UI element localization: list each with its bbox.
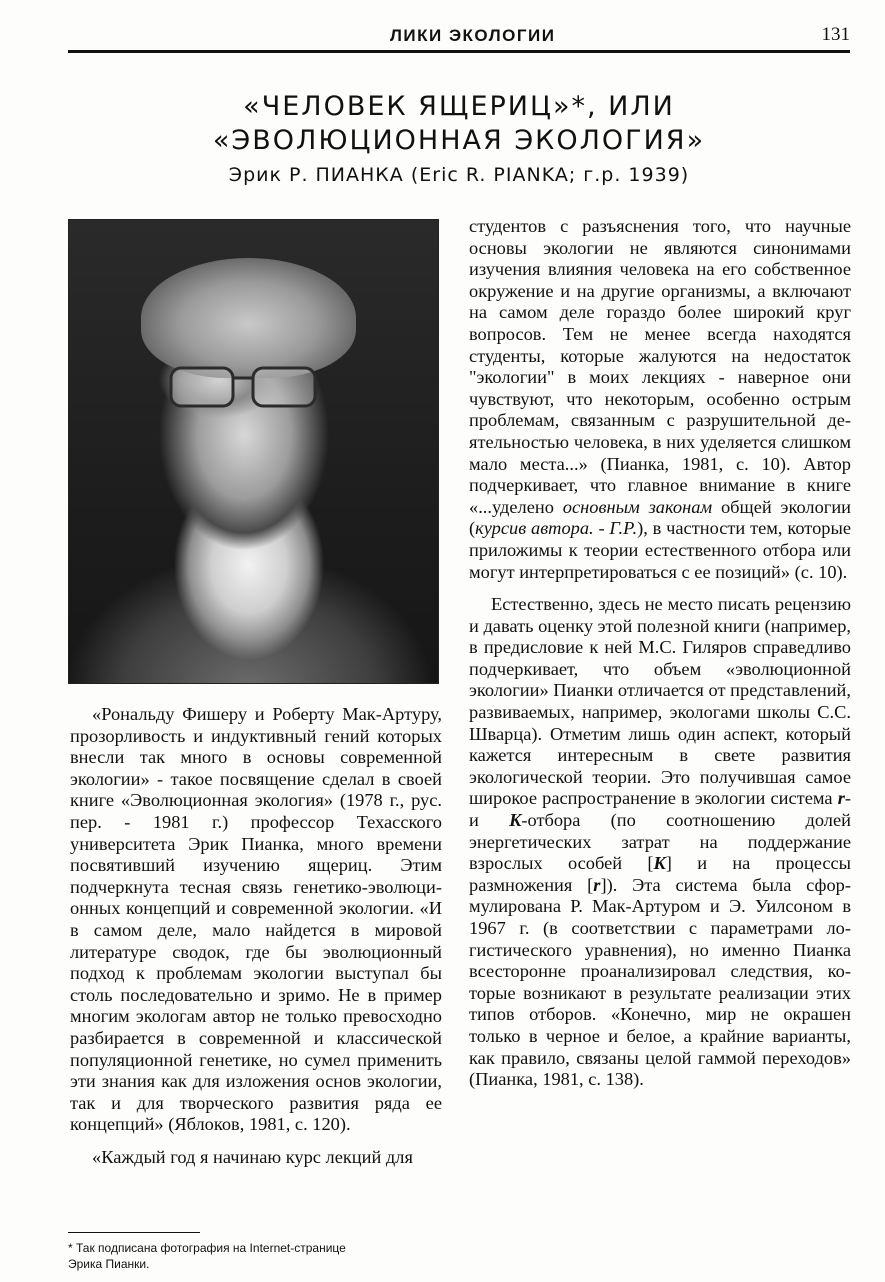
right-paragraph-1-text-c: ), в частности тем, которые приложимы к теории естественного отбора или могут интерпретироваться с ее позиций» (с. 10). bbox=[469, 518, 851, 582]
k-selection-letter: K bbox=[509, 810, 522, 831]
k-parameter-letter: K bbox=[653, 853, 666, 874]
page-number: 131 bbox=[821, 24, 850, 45]
right-paragraph-2-text-c: -отбора (по соотношению долей энергетических затрат на поддержание взрослых особей [ bbox=[469, 810, 851, 874]
running-head bbox=[68, 26, 850, 50]
left-paragraph-2: «Каждый год я начинаю курс лекций для bbox=[92, 1146, 413, 1167]
right-paragraph-2-text-d: ] и на процессы размножения [ bbox=[469, 853, 851, 895]
right-paragraph-2 bbox=[469, 594, 851, 1091]
r-selection-letter: r bbox=[837, 788, 845, 809]
r-parameter-letter: r bbox=[593, 874, 601, 895]
article-title-line-1: «ЧЕЛОВЕК ЯЩЕРИЦ»*, ИЛИ bbox=[243, 91, 675, 122]
right-column bbox=[469, 216, 851, 1091]
footnote-line-2: Эрика Пианки. bbox=[68, 1257, 150, 1271]
right-paragraph-1-text-b: общей экологии ( bbox=[469, 496, 851, 539]
footnote bbox=[68, 1240, 468, 1272]
article-title-block bbox=[68, 90, 850, 186]
author-line: Эрик Р. ПИАНКА (Eric R. PIANKA; г.р. 1939) bbox=[228, 164, 690, 186]
section-title: ЛИКИ ЭКОЛОГИИ bbox=[390, 26, 556, 45]
footnote-rule bbox=[68, 1232, 200, 1233]
right-paragraph-2-text-e: ]). Эта система была сформулирована Р. Мак-Артуром и Э. Уилсоном в 1967 г. (в соответствии с параметрами логистического уравнения), но именно Пианка всесторонне проанализировал следствия, которые возникают в результате реализации этих типов отборов. «Конечно, мир не окрашен только в черное и белое, а крайние варианты, как правило, связаны целой гаммой переходов» (Пианка, 1981, с. 138). bbox=[469, 874, 851, 1090]
article-title-line-2: «ЭВОЛЮЦИОННАЯ ЭКОЛОГИЯ» bbox=[212, 125, 706, 156]
right-paragraph-1-text-a: студентов с разъяснения того, что научные основы экологии не являются синонимами изучения влияния человека на его собственное окружение и на другие организмы, а включают на самом деле гораздо более широкий круг вопросов. Тем не менее всегда находятся студенты, которые жалуются на недостаток "экологии" в моих лекциях - наверное они чувствуют, что некоторым, особенно острым проблемам, связанным с разрушительной деятельностью человека, в них уделяется слишком мало места...» (Пианка, 1981, с. 10). Автор подчеркивает, что главное внимание в книге «...уделено bbox=[469, 216, 851, 517]
portrait-glasses bbox=[167, 362, 319, 412]
right-paragraph-2-text-a: Естественно, здесь не место писать рецензию и давать оценку этой полезной книги (например, в предисловие к ней М.С. Гиляров справедливо подчеркивает, что объем «эволюционной экологии» Пианки отличается от представлений, развиваемых, например, экологами школы С.С. Шварца). Отметим лишь один аспект, который кажется интересным в свете развития экологической теории. Это получившая самое широкое распространение в экологии система bbox=[469, 594, 851, 809]
left-paragraph-1: «Рональду Фишеру и Роберту Мак-Артуру, прозорливость и индуктивный гений которых внесли так много в основы современной экологии» - такое посвящение сделал в своей книге «Эволюционная экология» (1978 г., рус. пер. - 1981 г.) профессор Техасского университета Эрик Пианка, много времени посвятивший изучению ящериц. Этим подчеркнута тесная связь генетико-эволюционных концепций и современной экологии. «И в самом деле, мало найдется в мировой литературе сводок, где бы эволюционный подход к проблемам экологии выступал бы столь последовательно и зримо. Не в пример многим экологам автор не только превосходно разбирается в современной и классической популяционной генетике, но сумел применить эти знания как для изложения основ экологии, так и для творческого развития ряда ее концепций» (Яблоков, 1981, с. 120). bbox=[70, 704, 442, 1135]
footnote-line-1: * Так подписана фотография на Internet-странице bbox=[68, 1241, 346, 1255]
right-paragraph-1 bbox=[469, 216, 851, 583]
author-portrait-photo bbox=[68, 219, 439, 684]
header-rule bbox=[68, 50, 850, 53]
emphasis-author-italics: курсив автора. - Г.Р. bbox=[475, 518, 638, 539]
left-column bbox=[70, 704, 442, 1168]
right-paragraph-2-text-b: - и bbox=[469, 788, 851, 831]
emphasis-basic-laws: основным законам bbox=[562, 496, 713, 517]
portrait-hair bbox=[141, 258, 356, 378]
